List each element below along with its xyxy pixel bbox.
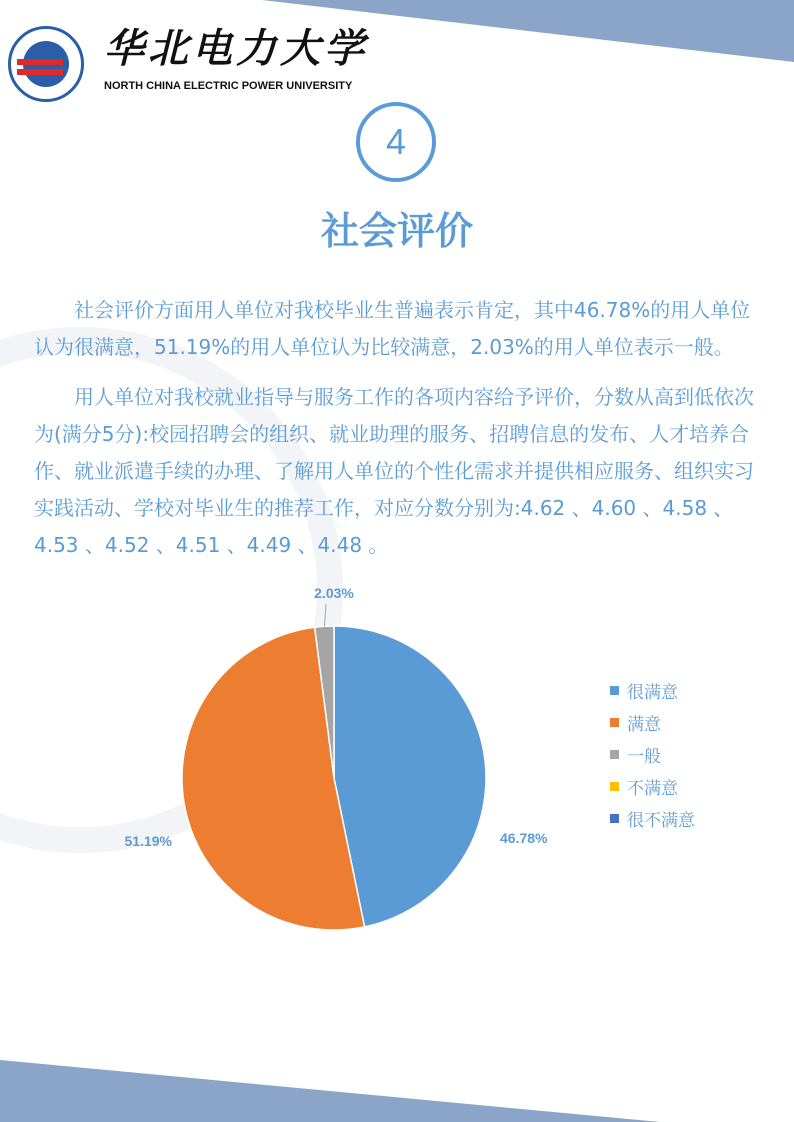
data-label-0: 46.78%: [500, 830, 548, 846]
legend-swatch: [610, 686, 619, 695]
paragraph-1: 社会评价方面用人单位对我校毕业生普遍表示肯定，其中46.78%的用人单位认为很满意，51.19%的用人单位认为比较满意，2.03%的用人单位表示一般。: [34, 298, 751, 359]
section-number: 4: [356, 102, 436, 182]
university-name-cn: 华北电力大学: [104, 25, 368, 72]
legend-swatch: [610, 814, 619, 823]
legend-label: 很满意: [627, 682, 678, 703]
legend-item: [610, 770, 695, 802]
legend-label: 不满意: [627, 778, 678, 799]
main-content: [34, 292, 760, 948]
bottom-decorative-band: [0, 1060, 794, 1122]
legend-swatch: [610, 718, 619, 727]
data-label-1: 51.19%: [124, 833, 172, 849]
paragraph-2: 用人单位对我校就业指导与服务工作的各项内容给予评价，分数从高到低依次为(满分5分):校园招聘会的组织、就业助理的服务、招聘信息的发布、人才培养合作、就业派遣手续的办理、了解用人单位的个性化需求并提供相应服务、组织实习实践活动、学校对毕业生的推荐工作，对应分数分别为:4.62 、4.60 、4.58 、4.53 、4.52 、4.51 、4.49 、4.48 。: [34, 385, 754, 557]
chart-area: [34, 578, 760, 948]
label-leader-line: [325, 604, 326, 626]
legend-item: [610, 802, 695, 834]
university-logo: [8, 26, 84, 102]
university-name-en: NORTH CHINA ELECTRIC POWER UNIVERSITY: [104, 80, 353, 92]
pie-chart: [94, 578, 574, 948]
legend-item: [610, 738, 695, 770]
legend-swatch: [610, 750, 619, 759]
pie-slice-0: [334, 626, 486, 927]
legend-item: [610, 674, 695, 706]
legend-label: 满意: [627, 714, 661, 735]
data-label-2: 2.03%: [314, 585, 354, 601]
chart-legend: [610, 674, 695, 834]
section-title: 社会评价: [320, 209, 473, 253]
legend-label: 一般: [627, 746, 661, 767]
legend-item: [610, 706, 695, 738]
legend-label: 很不满意: [627, 810, 695, 831]
legend-swatch: [610, 782, 619, 791]
